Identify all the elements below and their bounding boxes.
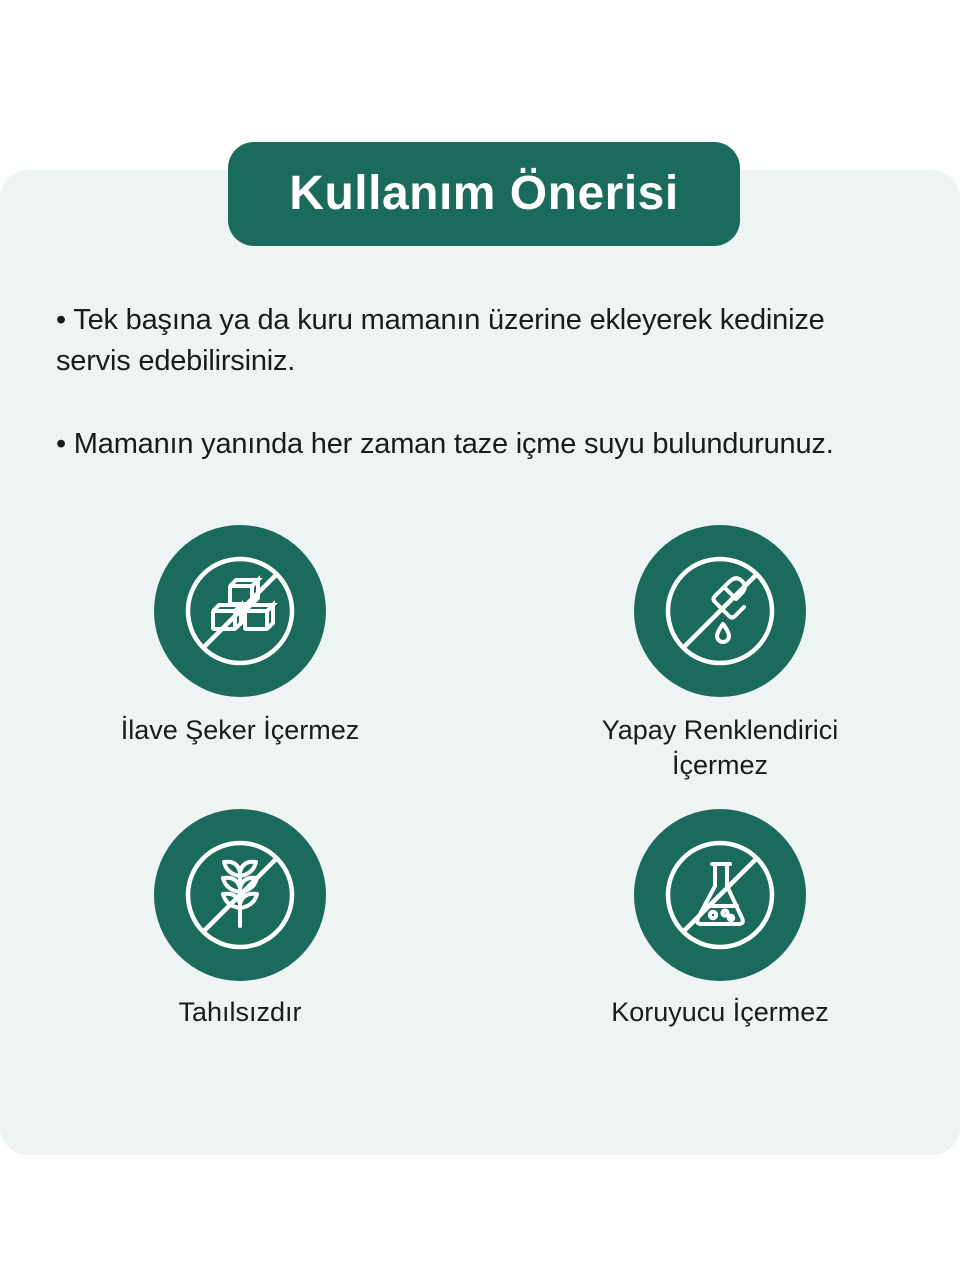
badge-no-preservatives xyxy=(480,809,960,1030)
badge-circle xyxy=(634,809,806,981)
bullet-item-2: • Mamanın yanında her zaman taze içme suyu bulundurunuz. xyxy=(56,428,834,461)
grain-free-icon xyxy=(175,830,305,960)
badge-label: İlave Şeker İçermez xyxy=(120,715,360,745)
badge-circle xyxy=(634,525,806,697)
usage-instructions xyxy=(56,300,906,508)
feature-badges xyxy=(0,525,960,1030)
no-added-sugar-icon xyxy=(175,546,305,676)
bullet-item-1: • Tek başına ya da kuru mamanın üzerine ekleyerek kedinize servis edebilirsiniz. xyxy=(56,304,825,378)
no-preservatives-icon xyxy=(655,830,785,960)
badge-no-artificial-color xyxy=(480,525,960,783)
page-title xyxy=(228,142,740,246)
badge-circle xyxy=(154,809,326,981)
no-artificial-color-icon xyxy=(655,546,785,676)
badge-no-added-sugar xyxy=(0,525,480,783)
badge-label: Yapay Renklendirici İçermez xyxy=(601,715,839,781)
badge-label: Koruyucu İçermez xyxy=(611,997,829,1028)
badge-label: Tahılsızdır xyxy=(178,997,302,1028)
page-title-text: Kullanım Önerisi xyxy=(289,167,679,220)
badge-circle xyxy=(154,525,326,697)
badge-grain-free xyxy=(0,809,480,1030)
content-card xyxy=(0,167,960,1155)
